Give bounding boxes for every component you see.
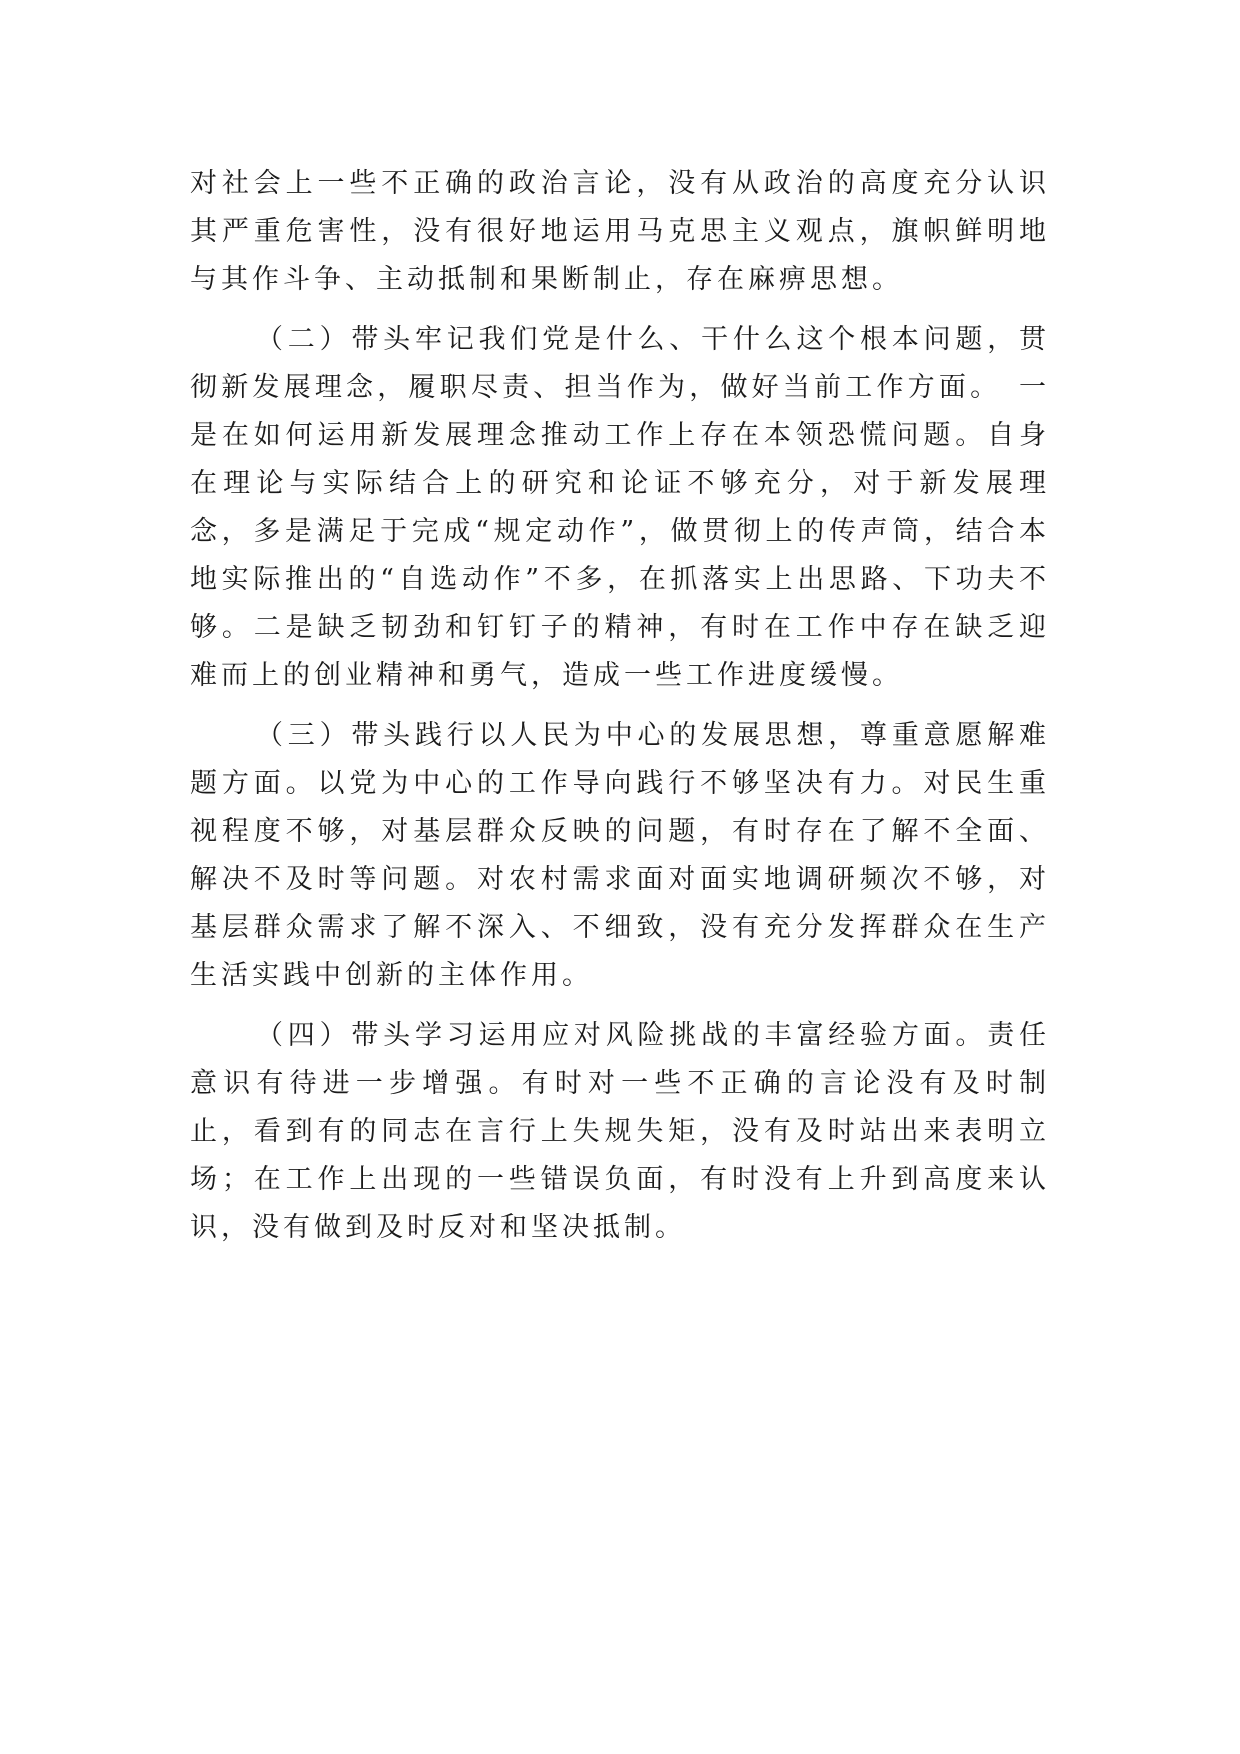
paragraph-section-three: （三）带头践行以人民为中心的发展思想，尊重意愿解难题方面。以党为中心的工作导向践行不够坚决有力。对民生重视程度不够，对基层群众反映的问题，有时存在了解不全面、解决不及时等问题。对农村需求面对面实地调研频次不够，对基层群众需求了解不深入、不细致，没有充分发挥群众在生产生活实践中创新的主体作用。 xyxy=(190,720,1050,991)
paragraph-section-two: （二）带头牢记我们党是什么、干什么这个根本问题，贯彻新发展理念，履职尽责、担当作为，做好当前工作方面。 一是在如何运用新发展理念推动工作上存在本领恐慌问题。自身在理论与实际结合上的研究和论证不够充分，对于新发展理念，多是满足于完成“规定动作”，做贯彻上的传声筒，结合本地实际推出的“自选动作”不多，在抓落实上出思路、下功夫不够。二是缺乏韧劲和钉钉子的精神，有时在工作中存在缺乏迎难而上的创业精神和勇气，造成一些工作进度缓慢。 xyxy=(190,324,1050,691)
paragraph-continuation: 对社会上一些不正确的政治言论，没有从政治的高度充分认识其严重危害性，没有很好地运用马克思主义观点，旗帜鲜明地与其作斗争、主动抵制和果断制止，存在麻痹思想。 xyxy=(190,168,1050,295)
paragraph-section-four: （四）带头学习运用应对风险挑战的丰富经验方面。责任意识有待进一步增强。有时对一些不正确的言论没有及时制止，看到有的同志在言行上失规失矩，没有及时站出来表明立场；在工作上出现的一些错误负面，有时没有上升到高度来认识，没有做到及时反对和坚决抵制。 xyxy=(190,1020,1050,1243)
document-body xyxy=(190,160,1050,1252)
